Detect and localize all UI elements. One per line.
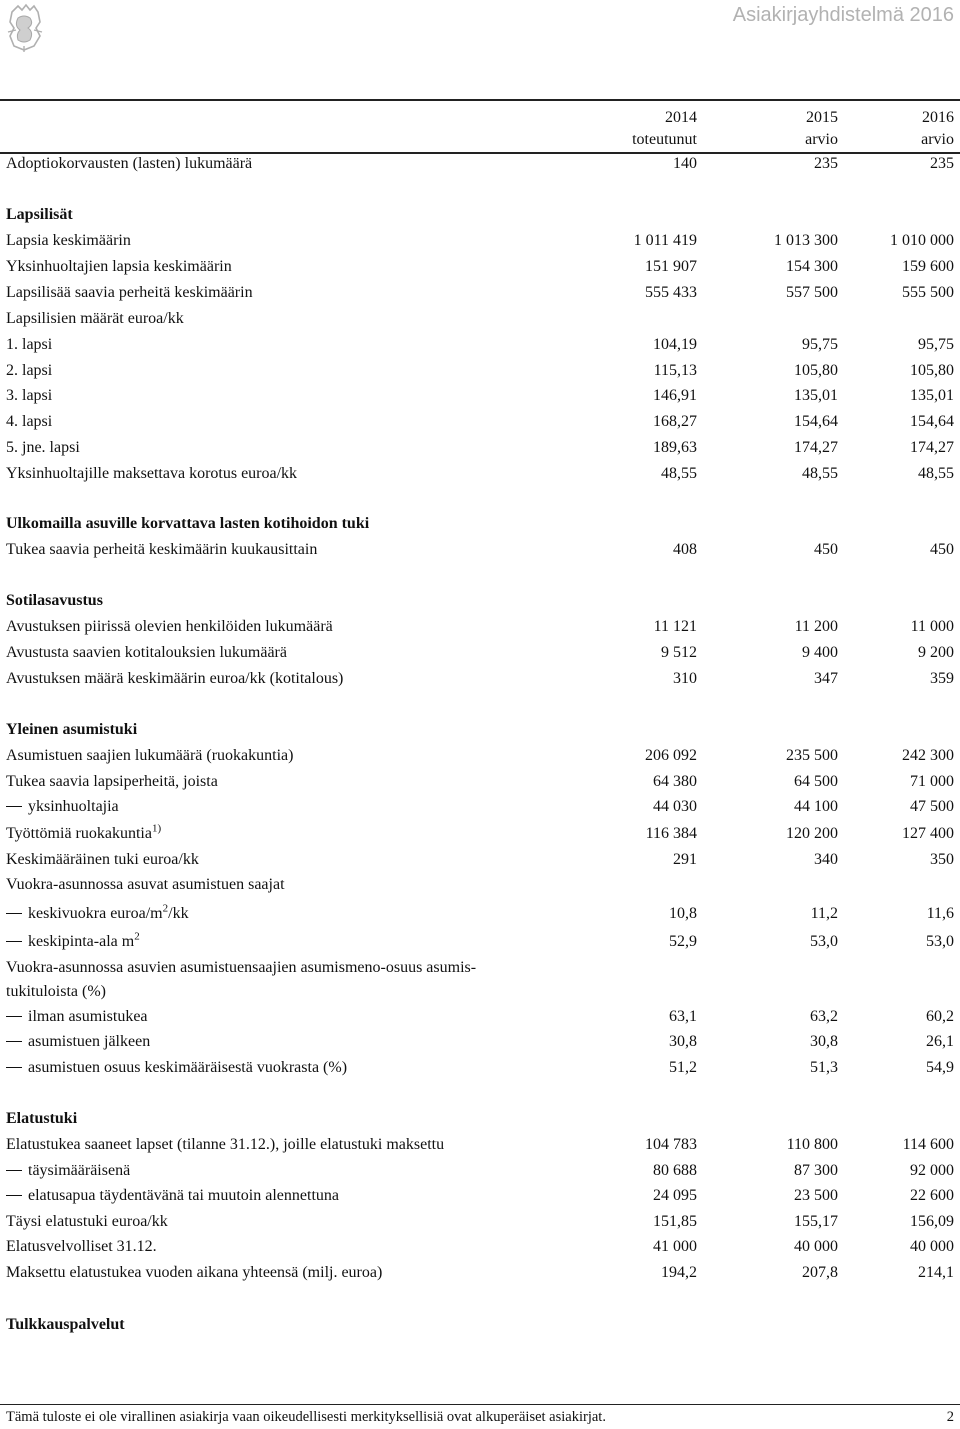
cell-2015: 30,8	[810, 1033, 838, 1050]
table-row	[0, 902, 960, 929]
row-label: Elatustukea saaneet lapset (tilanne 31.12.), joille elatustuki maksettu	[6, 1136, 445, 1153]
cell-2014: 44 030	[653, 798, 697, 815]
cell-2015: 1 013 300	[774, 232, 838, 249]
cell-2016: 105,80	[910, 362, 954, 379]
row-label: asumistuen jälkeen	[6, 1033, 150, 1051]
cell-2014: 408	[673, 541, 697, 558]
section-heading	[0, 1316, 960, 1340]
row-label: keskivuokra euroa/$m^2/kk$	[6, 905, 189, 923]
row-label: Maksettu elatustukea vuoden aikana yhteensä (milj. euroa)	[6, 1264, 383, 1281]
cell-2015: 40 000	[794, 1238, 838, 1255]
row-label: Tulkkauspalvelut	[6, 1316, 125, 1333]
table-row	[0, 541, 960, 565]
row-label: Yksinhuoltajien lapsia keskimäärin	[6, 258, 232, 275]
cell-2015: 87 300	[794, 1162, 838, 1179]
row-label: tukituloista (%)	[6, 983, 106, 1000]
cell-2015: 347	[814, 670, 838, 687]
row-label: Työttömiä ruokakuntia$^{1)}$	[6, 822, 162, 842]
column-header-2016: 2016 arvio	[921, 109, 954, 148]
table-row	[0, 1187, 960, 1211]
cell-2016: 40 000	[910, 1238, 954, 1255]
table-row	[0, 983, 960, 1007]
table-row	[0, 1136, 960, 1160]
cell-2015: 105,80	[794, 362, 838, 379]
cell-2015: 340	[814, 851, 838, 868]
cell-2016: 1 010 000	[890, 232, 954, 249]
cell-2015: 450	[814, 541, 838, 558]
column-header-2014: 2014 toteutunut	[632, 109, 697, 148]
row-label: yksinhuoltajia	[6, 798, 119, 816]
cell-2015: 155,17	[794, 1213, 838, 1230]
row-label: Lapsilisät	[6, 206, 73, 223]
footer-disclaimer: Tämä tuloste ei ole virallinen asiakirja vaan oikeudellisesti merkityksellisiä ovat alkuperäiset asiakirjat.	[6, 1409, 606, 1425]
cell-2016: 214,1	[918, 1264, 954, 1281]
cell-2015: 110 800	[786, 1136, 838, 1153]
cell-2014: 151,85	[653, 1213, 697, 1230]
table-row	[0, 1162, 960, 1186]
table-row	[0, 258, 960, 282]
cell-2014: 151 907	[645, 258, 697, 275]
cell-2014: 168,27	[653, 413, 697, 430]
column-header-rule	[0, 152, 960, 154]
page-number: 2	[946, 1409, 954, 1425]
section-heading	[0, 721, 960, 745]
cell-2015: 235	[814, 155, 838, 172]
cell-2016: 127 400	[902, 825, 954, 842]
cell-2014: 310	[673, 670, 697, 687]
cell-2015: 48,55	[802, 465, 838, 482]
column-header-2015: 2015 arvio	[805, 109, 838, 148]
row-label: Avustuksen määrä keskimäärin euroa/kk (kotitalous)	[6, 670, 344, 687]
cell-2016: 53,0	[926, 933, 954, 950]
cell-2016: 22 600	[910, 1187, 954, 1204]
cell-2016: 92 000	[910, 1162, 954, 1179]
cell-2016: 235	[930, 155, 954, 172]
cell-2016: 11 000	[910, 618, 954, 635]
table-row	[0, 1213, 960, 1237]
row-label: Elatusvelvolliset 31.12.	[6, 1238, 157, 1255]
table-row	[0, 773, 960, 797]
cell-2016: 159 600	[902, 258, 954, 275]
cell-2015: 23 500	[794, 1187, 838, 1204]
cell-2014: 11 121	[653, 618, 697, 635]
cell-2016: 114 600	[902, 1136, 954, 1153]
cell-2014: 104 783	[645, 1136, 697, 1153]
cell-2014: 51,2	[669, 1059, 697, 1076]
cell-2014: 104,19	[653, 336, 697, 353]
table-row	[0, 362, 960, 386]
row-label: Avustusta saavien kotitalouksien lukumäärä	[6, 644, 287, 661]
table-row	[0, 1238, 960, 1262]
row-label: 1. lapsi	[6, 336, 53, 353]
cell-2015: 44 100	[794, 798, 838, 815]
cell-2016: 135,01	[910, 387, 954, 404]
table-row	[0, 959, 960, 983]
cell-2015: 235 500	[786, 747, 838, 764]
table-row	[0, 876, 960, 900]
cell-2016: 450	[930, 541, 954, 558]
table-row	[0, 1264, 960, 1288]
section-heading	[0, 515, 960, 539]
section-heading	[0, 1110, 960, 1134]
cell-2016: 350	[930, 851, 954, 868]
cell-2016: 47 500	[910, 798, 954, 815]
cell-2014: 30,8	[669, 1033, 697, 1050]
table-row	[0, 1059, 960, 1083]
cell-2015: 154,64	[794, 413, 838, 430]
row-label: Tukea saavia perheitä keskimäärin kuukausittain	[6, 541, 318, 558]
row-label: Vuokra-asunnossa asuvat asumistuen saajat	[6, 876, 285, 893]
cell-2014: 189,63	[653, 439, 697, 456]
section-heading	[0, 592, 960, 616]
row-label: Sotilasavustus	[6, 592, 103, 609]
table-row	[0, 747, 960, 771]
table-row	[0, 618, 960, 642]
cell-2015: 154 300	[786, 258, 838, 275]
cell-2015: 11 200	[794, 618, 838, 635]
table-row	[0, 822, 960, 849]
table-row	[0, 930, 960, 957]
cell-2014: 80 688	[653, 1162, 697, 1179]
table-row	[0, 232, 960, 256]
cell-2014: 41 000	[653, 1238, 697, 1255]
cell-2016: 11,6	[926, 905, 954, 922]
cell-2014: 140	[673, 155, 697, 172]
row-label: 5. jne. lapsi	[6, 439, 80, 456]
row-label: 4. lapsi	[6, 413, 53, 430]
row-label: asumistuen osuus keskimääräisestä vuokrasta (%)	[6, 1059, 347, 1077]
row-label: Avustuksen piirissä olevien henkilöiden lukumäärä	[6, 618, 333, 635]
document-title: Asiakirjayhdistelmä 2016	[732, 4, 954, 26]
cell-2014: 206 092	[645, 747, 697, 764]
row-label: Lapsilisien määrät euroa/kk	[6, 310, 184, 327]
table-row	[0, 336, 960, 360]
cell-2016: 60,2	[926, 1008, 954, 1025]
cell-2016: 54,9	[926, 1059, 954, 1076]
cell-2014: 64 380	[653, 773, 697, 790]
cell-2016: 26,1	[926, 1033, 954, 1050]
row-label: Lapsilisää saavia perheitä keskimäärin	[6, 284, 253, 301]
cell-2014: 146,91	[653, 387, 697, 404]
cell-2014: 24 095	[653, 1187, 697, 1204]
table-row	[0, 1033, 960, 1057]
cell-2015: 53,0	[810, 933, 838, 950]
table-top-rule	[0, 99, 960, 101]
cell-2016: 555 500	[902, 284, 954, 301]
table-row	[0, 155, 960, 179]
table-row	[0, 310, 960, 334]
cell-2015: 95,75	[802, 336, 838, 353]
row-label: Vuokra-asunnossa asuvien asumistuensaajien asumismeno-osuus asumis-	[6, 959, 477, 976]
lion-crest-icon	[4, 2, 46, 54]
cell-2014: 115,13	[653, 362, 697, 379]
row-label: elatusapua täydentävänä tai muutoin alennettuna	[6, 1187, 339, 1205]
cell-2015: 120 200	[786, 825, 838, 842]
table-row	[0, 439, 960, 463]
cell-2014: 555 433	[645, 284, 697, 301]
row-label: Tukea saavia lapsiperheitä, joista	[6, 773, 218, 790]
table-row	[0, 387, 960, 411]
cell-2016: 156,09	[910, 1213, 954, 1230]
table-row	[0, 1008, 960, 1032]
cell-2014: 291	[673, 851, 697, 868]
cell-2014: 52,9	[669, 933, 697, 950]
table-row	[0, 644, 960, 668]
cell-2015: 11,2	[810, 905, 838, 922]
cell-2016: 9 200	[918, 644, 954, 661]
cell-2014: 10,8	[669, 905, 697, 922]
cell-2015: 557 500	[786, 284, 838, 301]
cell-2015: 63,2	[810, 1008, 838, 1025]
page-header	[0, 0, 960, 60]
table-row	[0, 284, 960, 308]
cell-2014: 194,2	[661, 1264, 697, 1281]
cell-2015: 51,3	[810, 1059, 838, 1076]
row-label: Yleinen asumistuki	[6, 721, 138, 738]
row-label: Elatustuki	[6, 1110, 78, 1127]
cell-2015: 207,8	[802, 1264, 838, 1281]
cell-2016: 174,27	[910, 439, 954, 456]
cell-2016: 242 300	[902, 747, 954, 764]
cell-2014: 48,55	[661, 465, 697, 482]
row-label: Adoptiokorvausten (lasten) lukumäärä	[6, 155, 253, 172]
row-label: Yksinhuoltajille maksettava korotus euroa/kk	[6, 465, 298, 482]
section-heading	[0, 206, 960, 230]
table-row	[0, 670, 960, 694]
cell-2015: 9 400	[802, 644, 838, 661]
cell-2015: 174,27	[794, 439, 838, 456]
row-label: Lapsia keskimäärin	[6, 232, 131, 249]
row-label: Ulkomailla asuville korvattava lasten kotihoidon tuki	[6, 515, 370, 532]
cell-2014: 9 512	[661, 644, 697, 661]
table-row	[0, 413, 960, 437]
row-label: 3. lapsi	[6, 387, 53, 404]
row-label: keskipinta-ala $m^2$	[6, 933, 140, 951]
table-row	[0, 465, 960, 489]
cell-2015: 135,01	[794, 387, 838, 404]
cell-2016: 95,75	[918, 336, 954, 353]
row-label: Täysi elatustuki euroa/kk	[6, 1213, 168, 1230]
cell-2016: 71 000	[910, 773, 954, 790]
cell-2014: 1 011 419	[633, 232, 697, 249]
cell-2015: 64 500	[794, 773, 838, 790]
row-label: ilman asumistukea	[6, 1008, 148, 1026]
cell-2014: 116 384	[645, 825, 697, 842]
cell-2016: 154,64	[910, 413, 954, 430]
table-row	[0, 798, 960, 822]
row-label: 2. lapsi	[6, 362, 53, 379]
row-label: Keskimääräinen tuki euroa/kk	[6, 851, 199, 868]
row-label: Asumistuen saajien lukumäärä (ruokakuntia)	[6, 747, 294, 764]
row-label: täysimääräisenä	[6, 1162, 130, 1180]
cell-2016: 359	[930, 670, 954, 687]
footer-rule	[0, 1404, 960, 1405]
table-row	[0, 851, 960, 875]
cell-2016: 48,55	[918, 465, 954, 482]
cell-2014: 63,1	[669, 1008, 697, 1025]
